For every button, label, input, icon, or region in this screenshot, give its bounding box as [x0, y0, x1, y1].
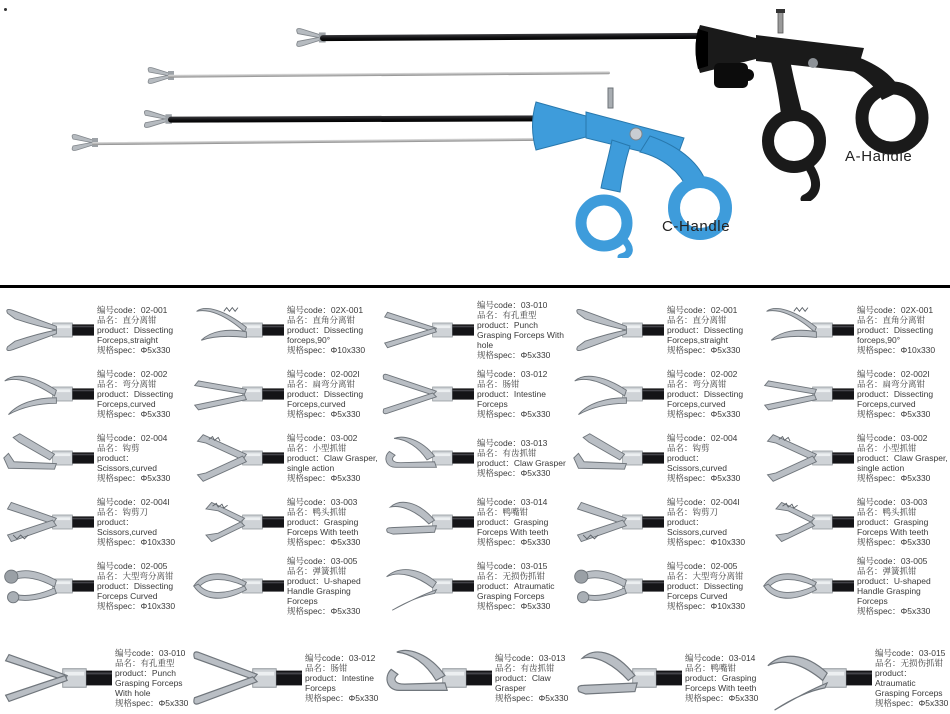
product-name-en: product：Intestine Forceps: [305, 672, 374, 693]
product-name-en: product：Punch Grasping Forceps With hole: [477, 320, 564, 350]
section-divider: [0, 285, 950, 288]
product-cell-03-013: [380, 630, 570, 714]
instrument-tip-photo-hook: [570, 430, 664, 486]
product-cell-02-001: [0, 298, 190, 362]
instrument-tip-photo-straight: [0, 302, 94, 358]
product-label: [854, 369, 949, 419]
product-code: 编号code：02-004: [667, 433, 738, 443]
product-code: 编号code：03-012: [477, 369, 548, 379]
instrument-tip-photo-atrau: [380, 558, 474, 614]
product-name-cn: 品名：扁弯分离钳: [287, 379, 356, 389]
product-name-en: product：Dissecting Forceps,straight: [667, 325, 744, 345]
product-label: [664, 369, 759, 419]
product-cell-02-002I: [190, 362, 380, 426]
product-code: 编号code：03-005: [287, 556, 358, 566]
catalog-grid: [0, 298, 950, 714]
product-name-cn: 品名：鸭嘴钳: [685, 662, 737, 673]
product-spec: 规格spec：Φ5x330: [685, 692, 759, 703]
thin-rod: [92, 138, 542, 145]
instrument-tip-photo-duck: [570, 641, 682, 714]
product-cell-03-013: [380, 426, 570, 490]
product-code: 编号code：02-002I: [857, 369, 930, 379]
instrument-tip-photo-clawsingle: [190, 430, 284, 486]
product-label: [94, 369, 189, 419]
product-spec: 规格spec：Φ10x330: [667, 601, 746, 611]
product-spec: 规格spec：Φ5x330: [305, 692, 379, 703]
product-name-en: product：Claw Grasper, single action: [287, 453, 378, 473]
product-name-cn: 品名：有齿抓钳: [477, 448, 537, 458]
product-label: [492, 653, 570, 703]
product-spec: 规格spec：Φ5x330: [477, 601, 551, 611]
product-spec: 规格spec：Φ5x330: [857, 473, 931, 483]
instrument-tip-photo-angled: [190, 302, 284, 358]
product-cell-02-005: [0, 554, 190, 618]
product-spec: 规格spec：Φ5x330: [477, 350, 551, 360]
product-spec: 规格spec：Φ5x330: [287, 473, 361, 483]
product-cell-03-012: [380, 362, 570, 426]
product-spec: 规格spec：Φ5x330: [115, 697, 189, 708]
product-label: [664, 305, 759, 355]
instrument-tip-photo-spring: [760, 558, 854, 614]
instrument-tip-photo-duck: [380, 494, 474, 550]
instrument-tip-photo-straight: [570, 302, 664, 358]
product-spec: 规格spec：Φ5x330: [287, 606, 361, 616]
instrument-tip-photo-teeth: [760, 494, 854, 550]
product-label: [474, 561, 569, 611]
instrument-shaft: [320, 33, 705, 41]
product-name-en: product：U-shaped Handle Grasping Forceps: [857, 576, 931, 606]
product-spec: 规格spec：Φ5x330: [495, 692, 569, 703]
product-name-cn: 品名：无损伤抓钳: [875, 657, 944, 668]
product-name-cn: 品名：小型抓钳: [287, 443, 347, 453]
product-spec: 规格spec：Φ5x330: [477, 468, 551, 478]
catalog-row-5: [0, 554, 950, 618]
product-spec: 规格spec：Φ5x330: [477, 409, 551, 419]
thin-rod: [168, 71, 610, 77]
product-label: [474, 369, 569, 419]
product-code: 编号code：03-003: [287, 497, 358, 507]
product-code: 编号code：03-002: [857, 433, 928, 443]
product-name-en: product：Intestine Forceps: [477, 389, 546, 409]
product-cell-02X-001: [190, 298, 380, 362]
instrument-tip-photo-intestine: [190, 641, 302, 714]
instrument-tip-photo-intestine: [380, 366, 474, 422]
product-name-en: product：Dissecting Forceps Curved: [667, 581, 744, 601]
product-code: 编号code：02-004: [97, 433, 168, 443]
product-cell-03-012: [190, 630, 380, 714]
instrument-tip-photo-bigcurved: [0, 558, 94, 614]
product-label: [854, 556, 949, 616]
product-code: 编号code：02-004I: [97, 497, 170, 507]
product-code: 编号code：02-001: [97, 305, 168, 315]
product-name-cn: 品名：小型抓钳: [857, 443, 917, 453]
product-code: 编号code：03-012: [305, 652, 376, 663]
product-spec: 规格spec：Φ5x330: [857, 537, 931, 547]
product-name-en: product：Claw Grasper: [477, 458, 566, 468]
product-name-en: product：Scissors,curved: [667, 517, 727, 537]
product-cell-02-002: [570, 362, 760, 426]
product-name-cn: 品名：弹簧抓钳: [287, 566, 347, 576]
a-handle-label: A-Handle: [845, 148, 913, 165]
product-name-cn: 品名：有齿抓钳: [495, 662, 555, 673]
product-code: 编号code：03-014: [477, 497, 548, 507]
product-label: [664, 433, 759, 483]
instrument-tip-photo-atrau: [760, 641, 872, 714]
product-name-en: product：Dissecting Forceps,curved: [667, 389, 744, 409]
product-label: [854, 433, 949, 483]
product-code: 编号code：02X-001: [857, 305, 934, 315]
product-spec: 规格spec：Φ5x330: [477, 537, 551, 547]
product-label: [94, 497, 189, 547]
product-name-en: product：Dissecting Forceps,curved: [857, 389, 934, 409]
c-handle-graphic: [532, 86, 772, 258]
product-label: [112, 648, 190, 708]
catalog-row-4: [0, 490, 950, 554]
product-name-cn: 品名：大型弯分离钳: [667, 571, 744, 581]
product-label: [664, 561, 759, 611]
instrument-tip-photo-curved: [570, 366, 664, 422]
instrument-tip-photo-flat: [190, 366, 284, 422]
product-name-en: product：Atraumatic Grasping Forceps: [477, 581, 555, 601]
product-name-en: product：U-shaped Handle Grasping Forceps: [287, 576, 361, 606]
product-cell-03-015: [760, 630, 950, 714]
product-name-cn: 品名：有孔重型: [477, 310, 537, 320]
product-spec: 规格spec：Φ5x330: [287, 409, 361, 419]
product-cell-02X-001: [760, 298, 950, 362]
product-cell-03-002: [760, 426, 950, 490]
product-label: [94, 433, 189, 483]
product-name-cn: 品名：无损伤抓钳: [477, 571, 546, 581]
product-name-en: product：Grasping Forceps With teeth: [287, 517, 359, 537]
instrument-tip-photo-hook: [0, 430, 94, 486]
product-name-en: product：Dissecting Forceps,curved: [287, 389, 364, 409]
product-code: 编号code：03-013: [477, 438, 548, 448]
product-cell-02-004: [570, 426, 760, 490]
product-label: [94, 305, 189, 355]
product-spec: 规格spec：Φ5x330: [97, 345, 171, 355]
product-name-cn: 品名：钩剪刀: [97, 507, 149, 517]
product-name-cn: 品名：有孔重型: [115, 657, 175, 668]
product-name-cn: 品名：直角分离钳: [287, 315, 356, 325]
product-code: 编号code：02-001: [667, 305, 738, 315]
product-name-en: product：Scissors,curved: [97, 517, 157, 537]
instrument-tip-photo-teeth: [190, 494, 284, 550]
product-code: 编号code：03-015: [477, 561, 548, 571]
product-name-en: product：Claw Grasper: [495, 672, 551, 693]
product-name-en: product：Atraumatic Grasping Forceps: [875, 667, 943, 698]
product-code: 编号code：03-010: [115, 647, 186, 658]
product-spec: 规格spec：Φ10x330: [287, 345, 366, 355]
product-cell-03-010: [0, 630, 190, 714]
catalog-row-1: [0, 298, 950, 362]
product-name-cn: 品名：钩剪刀: [667, 507, 719, 517]
product-cell-02-004: [0, 426, 190, 490]
product-label: [94, 561, 189, 611]
product-name-en: product：Punch Grasping Forceps With hole: [115, 667, 183, 698]
instrument-tip-photo-claw: [380, 641, 492, 714]
product-label: [284, 556, 379, 616]
product-cell-03-003: [190, 490, 380, 554]
product-code: 编号code：02-002I: [287, 369, 360, 379]
scan-artifact-dot: [4, 8, 7, 11]
product-name-en: product：Grasping Forceps With teeth: [857, 517, 929, 537]
product-cell-03-015: [380, 554, 570, 618]
product-label: [284, 497, 379, 547]
instrument-tip-photo-spring: [190, 558, 284, 614]
product-code: 编号code：02-002: [667, 369, 738, 379]
instrument-tip-photo-angled: [760, 302, 854, 358]
product-spec: 规格spec：Φ5x330: [667, 345, 741, 355]
product-cell-03-014: [380, 490, 570, 554]
product-label: [284, 369, 379, 419]
product-code: 编号code：03-014: [685, 652, 756, 663]
product-cell-03-014: [570, 630, 760, 714]
product-code: 编号code：02-005: [97, 561, 168, 571]
instrument-tip-photo-punch: [380, 302, 474, 358]
product-name-en: product：Scissors,curved: [667, 453, 727, 473]
c-handle-label: C-Handle: [662, 218, 731, 235]
product-name-en: product：Grasping Forceps With teeth: [685, 672, 757, 693]
product-code: 编号code：02-002: [97, 369, 168, 379]
product-spec: 规格spec：Φ5x330: [857, 409, 931, 419]
product-spec: 规格spec：Φ5x330: [875, 697, 949, 708]
product-name-cn: 品名：直分离钳: [667, 315, 727, 325]
product-cell-02-001: [570, 298, 760, 362]
instrument-tip-photo-flat: [760, 366, 854, 422]
product-code: 编号code：03-013: [495, 652, 566, 663]
product-code: 编号code：02-004I: [667, 497, 740, 507]
product-label: [682, 653, 760, 703]
instrument-tip-photo-bigcurved: [570, 558, 664, 614]
product-name-en: product：Dissecting forceps,90°: [287, 325, 364, 345]
product-name-cn: 品名：钩剪: [667, 443, 710, 453]
product-name-en: product：Claw Grasper, single action: [857, 453, 948, 473]
instrument-tip-photo-claw: [380, 430, 474, 486]
product-cell-03-005: [760, 554, 950, 618]
product-spec: 规格spec：Φ10x330: [97, 601, 176, 611]
product-spec: 规格spec：Φ5x330: [97, 409, 171, 419]
product-code: 编号code：02X-001: [287, 305, 364, 315]
product-label: [854, 497, 949, 547]
product-name-en: product：Dissecting Forceps,curved: [97, 389, 174, 409]
product-name-cn: 品名：钩剪: [97, 443, 140, 453]
product-label: [284, 305, 379, 355]
catalog-row-6: [0, 630, 950, 714]
product-label: [302, 653, 380, 703]
product-cell-03-010: [380, 298, 570, 362]
product-name-en: product：Dissecting Forceps Curved: [97, 581, 174, 601]
product-name-cn: 品名：鸭头抓钳: [857, 507, 917, 517]
product-label: [474, 497, 569, 547]
product-spec: 规格spec：Φ5x330: [287, 537, 361, 547]
product-spec: 规格spec：Φ10x330: [97, 537, 176, 547]
product-code: 编号code：03-002: [287, 433, 358, 443]
instrument-shaft: [168, 115, 560, 122]
product-cell-03-002: [190, 426, 380, 490]
product-spec: 规格spec：Φ10x330: [857, 345, 936, 355]
product-name-en: product：Scissors,curved: [97, 453, 157, 473]
product-code: 编号code：03-010: [477, 300, 548, 310]
product-cell-02-004I: [570, 490, 760, 554]
product-cell-02-005: [570, 554, 760, 618]
product-label: [474, 300, 569, 360]
instrument-tip-photo-punch: [0, 641, 112, 714]
product-cell-03-005: [190, 554, 380, 618]
product-code: 编号code：03-005: [857, 556, 928, 566]
product-name-cn: 品名：直分离钳: [97, 315, 157, 325]
product-cell-02-004I: [0, 490, 190, 554]
product-name-cn: 品名：肠钳: [477, 379, 520, 389]
product-code: 编号code：03-003: [857, 497, 928, 507]
product-name-en: product：Dissecting Forceps,straight: [97, 325, 174, 345]
product-name-cn: 品名：鸭嘴钳: [477, 507, 529, 517]
product-cell-03-003: [760, 490, 950, 554]
product-label: [664, 497, 759, 547]
product-spec: 规格spec：Φ10x330: [667, 537, 746, 547]
catalog-row-2: [0, 362, 950, 426]
instrument-tip-photo-scissor2: [570, 494, 664, 550]
product-name-cn: 品名：鸭头抓钳: [287, 507, 347, 517]
product-spec: 规格spec：Φ5x330: [667, 473, 741, 483]
instrument-tip-photo-curved: [0, 366, 94, 422]
instrument-tip-photo-scissor2: [0, 494, 94, 550]
product-label: [474, 438, 569, 478]
product-name-en: product：Grasping Forceps With teeth: [477, 517, 549, 537]
product-name-cn: 品名：弯分离钳: [667, 379, 727, 389]
product-name-cn: 品名：肠钳: [305, 662, 348, 673]
catalog-row-3: [0, 426, 950, 490]
product-label: [284, 433, 379, 483]
product-name-cn: 品名：弯分离钳: [97, 379, 157, 389]
product-name-cn: 品名：大型弯分离钳: [97, 571, 174, 581]
product-label: [854, 305, 949, 355]
product-label: [872, 648, 950, 708]
product-cell-02-002: [0, 362, 190, 426]
product-name-en: product：Dissecting forceps,90°: [857, 325, 934, 345]
instrument-tip-photo-clawsingle: [760, 430, 854, 486]
product-spec: 规格spec：Φ5x330: [667, 409, 741, 419]
product-code: 编号code：03-015: [875, 647, 946, 658]
product-spec: 规格spec：Φ5x330: [857, 606, 931, 616]
product-cell-02-002I: [760, 362, 950, 426]
product-code: 编号code：02-005: [667, 561, 738, 571]
product-name-cn: 品名：弹簧抓钳: [857, 566, 917, 576]
product-name-cn: 品名：直角分离钳: [857, 315, 926, 325]
product-name-cn: 品名：扁弯分离钳: [857, 379, 926, 389]
product-spec: 规格spec：Φ5x330: [97, 473, 171, 483]
